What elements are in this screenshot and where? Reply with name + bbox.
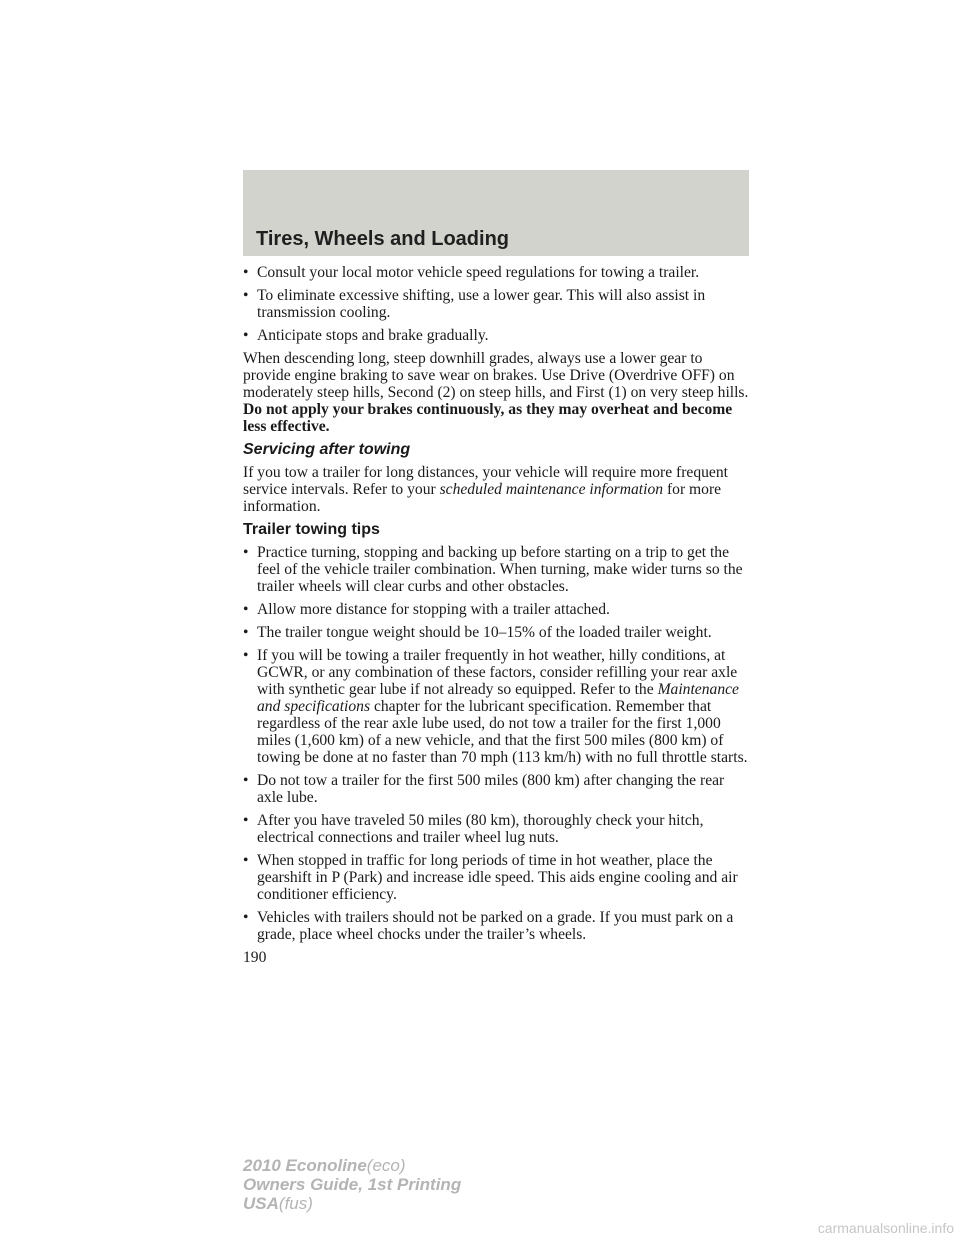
- bullet-icon: •: [243, 909, 249, 926]
- bullet-icon: •: [243, 601, 249, 618]
- list-item: • To eliminate excessive shifting, use a lower gear. This will also assist in transmission cooling.: [243, 287, 706, 321]
- bullet-icon: •: [243, 772, 249, 789]
- list-item: • Anticipate stops and brake gradually.: [243, 327, 489, 344]
- list-item: • The trailer tongue weight should be 10–15% of the loaded trailer weight.: [243, 624, 712, 641]
- document-footer: [243, 1156, 461, 1213]
- footer-printing: Owners Guide, 1st Printing: [243, 1175, 462, 1194]
- scheduled-maintenance-reference: scheduled maintenance information: [439, 481, 664, 498]
- list-item: • When stopped in traffic for long periods of time in hot weather, place the gearshift in P (Park) and increase idle speed. This aids engine cooling and air conditioner efficiency.: [243, 852, 738, 903]
- watermark: carmanualsonline.info: [817, 1220, 954, 1236]
- list-item: • If you will be towing a trailer frequently in hot weather, hilly conditions, at GCWR, or any combination of these factors, consider refilling your rear axle with synthetic gear lube if not already so equipped. Refer to the Maintenance and specifications chapter for the lubricant specification. Remember that regardless of the rear axle lube used, do not tow a trailer for the first 1,000 miles (1,600 km) of a new vehicle, and that the first 500 miles (800 km) of towing be done at no faster than 70 mph (113 km/h) with no full throttle starts.: [243, 647, 748, 766]
- list-item: • Practice turning, stopping and backing up before starting on a trip to get the feel of the vehicle trailer combination. When turning, make wider turns so the trailer wheels will clear curbs and other obstacles.: [243, 544, 743, 595]
- footer-model: 2010 Econoline: [243, 1156, 367, 1175]
- section-title: Tires, Wheels and Loading: [256, 228, 510, 250]
- list-item: • Vehicles with trailers should not be parked on a grade. If you must park on a grade, place wheel chocks under the trailer’s wheels.: [243, 909, 734, 943]
- section-header-band: [243, 170, 749, 256]
- list-item: • Allow more distance for stopping with a trailer attached.: [243, 601, 610, 618]
- page-content: [243, 264, 753, 966]
- footer-model-code: (eco): [366, 1156, 406, 1175]
- list-item: • After you have traveled 50 miles (80 km), thoroughly check your hitch, electrical connections and trailer wheel lug nuts.: [243, 812, 704, 846]
- bullet-icon: •: [243, 264, 249, 281]
- servicing-paragraph: If you tow a trailer for long distances, your vehicle will require more frequent service intervals. Refer to your scheduled maintenance information for more information.: [243, 464, 728, 515]
- list-item: • Do not tow a trailer for the first 500 miles (800 km) after changing the rear axle lube.: [243, 772, 725, 806]
- bullet-icon: •: [243, 544, 249, 561]
- bullet-icon: •: [243, 624, 249, 641]
- warning-text: Do not apply your brakes continuously, as they may overheat and become less effective.: [243, 401, 733, 435]
- bullet-icon: •: [243, 287, 249, 304]
- footer-region-code: (fus): [278, 1194, 313, 1213]
- bullet-icon: •: [243, 852, 249, 869]
- page-number: 190: [243, 949, 267, 966]
- bullet-icon: •: [243, 647, 249, 664]
- maintenance-specifications-reference: Maintenance and specifications: [257, 681, 739, 715]
- footer-region: USA: [243, 1194, 279, 1213]
- towing-tips-heading: Trailer towing tips: [243, 521, 380, 538]
- descending-paragraph: When descending long, steep downhill grades, always use a lower gear to provide engine braking to save wear on brakes. Use Drive (Overdrive OFF) on moderately steep hills, Second (2) on steep hills, and First (1) on very steep hills. Do not apply your brakes continuously, as they may overheat and become less effective.: [243, 350, 749, 435]
- list-item: • Consult your local motor vehicle speed regulations for towing a trailer.: [243, 264, 700, 281]
- servicing-heading: Servicing after towing: [243, 441, 411, 458]
- bullet-icon: •: [243, 327, 249, 344]
- bullet-icon: •: [243, 812, 249, 829]
